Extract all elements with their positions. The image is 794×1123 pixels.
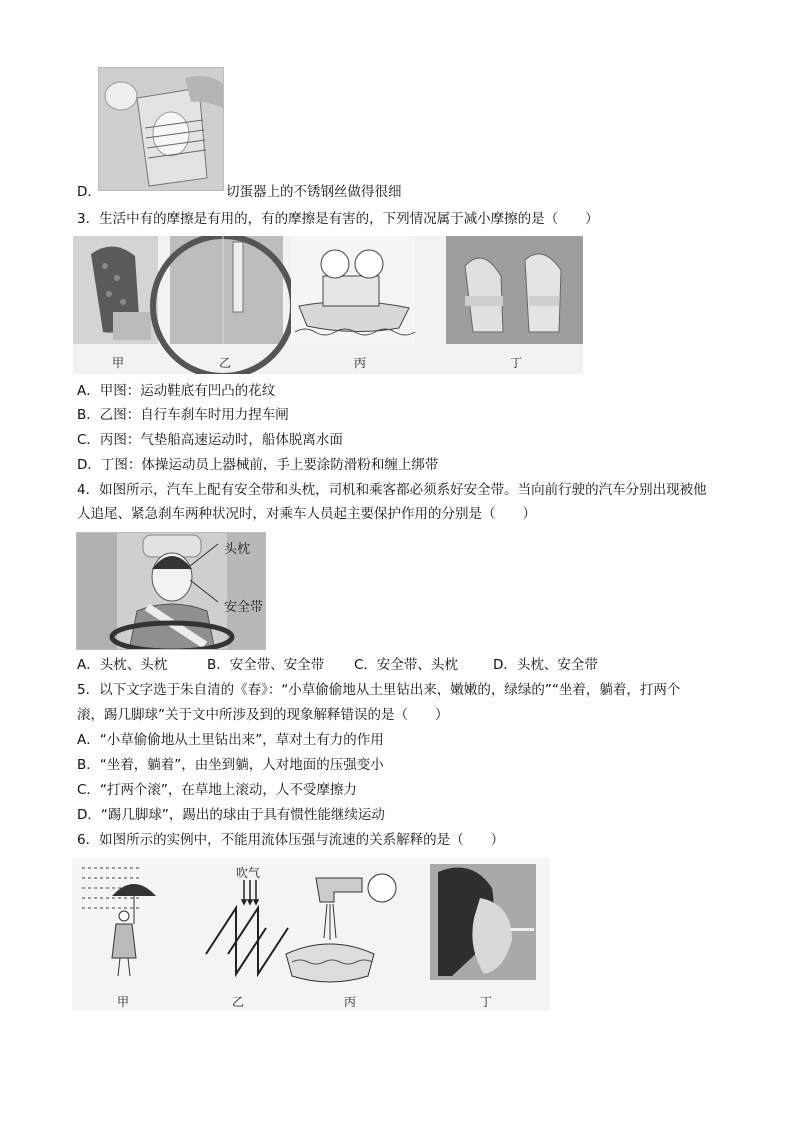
q3-stem: 3．生活中有的摩擦是有用的，有的摩擦是有害的，下列情况属于减小摩擦的是（ ） — [77, 211, 599, 227]
q5-stem-line2: 滚，踢几脚球”关于文中所涉及到的现象解释错误的是（ ） — [77, 707, 449, 723]
q6-caption-yi: 乙 — [232, 995, 245, 1009]
q3-caption-bing: 丙 — [354, 356, 367, 370]
egg-slicer-image — [98, 67, 224, 191]
q4-label-headrest: 头枕 — [224, 542, 251, 557]
q6-caption-jia: 甲 — [117, 995, 130, 1009]
q4-label-seatbelt: 安全带 — [224, 600, 264, 615]
q3-caption-jia: 甲 — [112, 356, 125, 370]
q4-stem-line1: 4．如图所示，汽车上配有安全带和头枕，司机和乘客都必须系好安全带。当向前行驶的汽车分别出现被他 — [77, 482, 707, 498]
q6-figure — [72, 858, 550, 1010]
q4-option-d: D．头枕、安全带 — [493, 657, 598, 673]
q3-option-c: C．丙图：气垫船高速运动时，船体脱离水面 — [77, 432, 343, 448]
option-d-label: D． — [77, 184, 101, 200]
q6-stem: 6．如图所示的实例中，不能用流体压强与流速的关系解释的是（ ） — [77, 832, 505, 848]
q5-stem-line1: 5．以下文字选于朱自清的《春》：“小草偷偷地从土里钻出来，嫩嫩的，绿绿的”“坐着，躺着，打两个 — [77, 682, 681, 698]
q3-caption-ding: 丁 — [510, 356, 523, 370]
q4-option-c: C．安全带、头枕 — [354, 657, 458, 673]
q6-caption-bing: 丙 — [344, 995, 357, 1009]
q5-option-c: C．“打两个滚”，在草地上滚动，人不受摩擦力 — [77, 782, 357, 798]
q6-caption-ding: 丁 — [480, 995, 493, 1009]
q3-option-d: D．丁图：体操运动员上器械前，手上要涂防滑粉和缠上绑带 — [77, 457, 439, 473]
q5-option-d: D．“踢几脚球”，踢出的球由于具有惯性能继续运动 — [77, 807, 385, 823]
q3-caption-yi: 乙 — [219, 356, 232, 370]
q3-figure — [73, 236, 583, 374]
q3-option-b: B．乙图：自行车刹车时用力捏车闸 — [77, 407, 289, 423]
q3-option-a: A．甲图：运动鞋底有凹凸的花纹 — [77, 383, 276, 399]
q5-option-a: A．“小草偷偷地从土里钻出来”，草对土有力的作用 — [77, 732, 384, 748]
q6-blow-label: 吹气 — [236, 866, 261, 880]
q4-stem-line2: 人追尾、紧急刹车两种状况时，对乘车人员起主要保护作用的分别是（ ） — [77, 506, 536, 522]
q4-option-b: B．安全带、安全带 — [207, 657, 325, 673]
q5-option-b: B．“坐着，躺着”，由坐到躺，人对地面的压强变小 — [77, 757, 384, 773]
option-d-text: 切蛋器上的不锈钢丝做得很细 — [226, 184, 402, 200]
q4-option-a: A．头枕、头枕 — [77, 657, 168, 673]
